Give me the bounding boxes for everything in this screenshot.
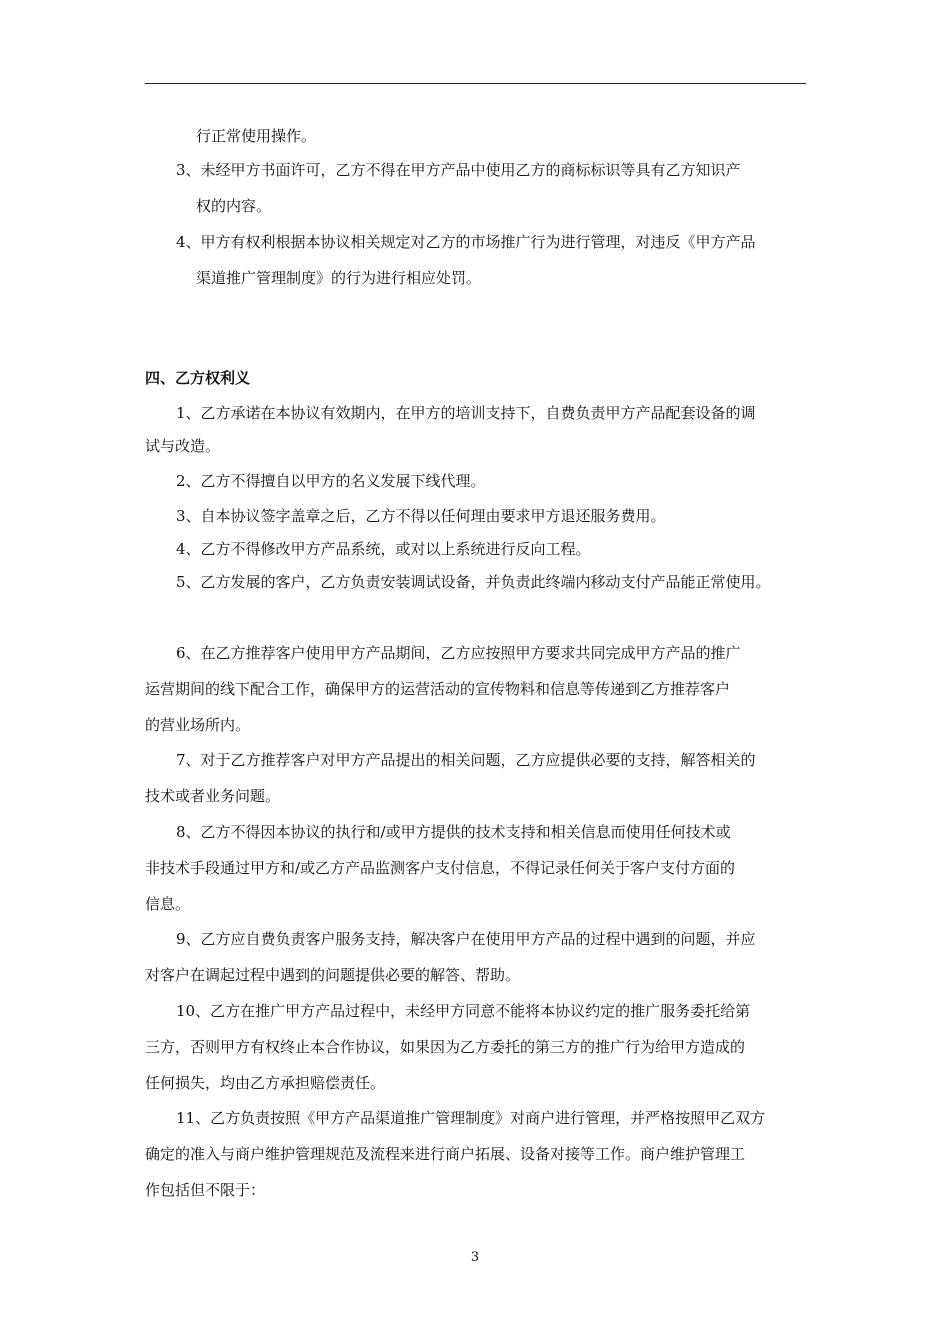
text-line: 确定的准入与商户维护管理规范及流程来进行商户拓展、设备对接等工作。商户维护管理工 — [145, 1145, 746, 1163]
page-number: 3 — [470, 1250, 480, 1265]
text-line: 4、乙方不得修改甲方产品系统，或对以上系统进行反向工程。 — [176, 540, 591, 558]
text-line: 行正常使用操作。 — [196, 127, 317, 145]
text-line: 11、乙方负责按照《甲方产品渠道推广管理制度》对商户进行管理，并严格按照甲乙双方 — [176, 1109, 766, 1127]
text-line: 权的内容。 — [196, 197, 272, 215]
text-line: 10、乙方在推广甲方产品过程中，未经甲方同意不能将本协议约定的推广服务委托给第 — [176, 1002, 751, 1020]
text-line: 信息。 — [145, 895, 191, 913]
text-line: 运营期间的线下配合工作，确保甲方的运营活动的宣传物料和信息等传递到乙方推荐客户 — [145, 680, 731, 698]
text-line: 作包括但不限于： — [145, 1181, 266, 1199]
text-line: 1、乙方承诺在本协议有效期内，在甲方的培训支持下，自费负责甲方产品配套设备的调 — [176, 404, 756, 422]
text-line: 5、乙方发展的客户，乙方负责安装调试设备，并负责此终端内移动支付产品能正常使用。 — [176, 573, 771, 591]
text-line: 渠道推广管理制度》的行为进行相应处罚。 — [196, 269, 482, 287]
text-line: 的营业场所内。 — [145, 716, 251, 734]
text-line: 9、乙方应自费负责客户服务支持，解决客户在使用甲方产品的过程中遇到的问题，并应 — [176, 930, 756, 948]
text-line: 3、自本协议签字盖章之后，乙方不得以任何理由要求甲方退还服务费用。 — [176, 507, 666, 525]
text-line: 任何损失，均由乙方承担赔偿责任。 — [145, 1074, 386, 1092]
text-line: 8、乙方不得因本协议的执行和/或甲方提供的技术支持和相关信息而使用任何技术或 — [176, 823, 731, 841]
text-line: 4、甲方有权利根据本协议相关规定对乙方的市场推广行为进行管理，对违反《甲方产品 — [176, 233, 756, 251]
text-line: 试与改造。 — [145, 437, 221, 455]
text-line: 2、乙方不得擅自以甲方的名义发展下线代理。 — [176, 472, 486, 490]
text-line: 3、未经甲方书面许可，乙方不得在甲方产品中使用乙方的商标标识等具有乙方知识产 — [176, 161, 741, 179]
header-rule — [145, 83, 806, 84]
text-line: 7、对于乙方推荐客户对甲方产品提出的相关问题，乙方应提供必要的支持，解答相关的 — [176, 751, 756, 769]
text-line: 技术或者业务问题。 — [145, 787, 281, 805]
section-heading: 四、乙方权利义 — [145, 369, 251, 387]
text-line: 对客户在调起过程中遇到的问题提供必要的解答、帮助。 — [145, 966, 521, 984]
text-line: 三方，否则甲方有权终止本合作协议，如果因为乙方委托的第三方的推广行为给甲方造成的 — [145, 1038, 746, 1056]
text-line: 6、在乙方推荐客户使用甲方产品期间，乙方应按照甲方要求共同完成甲方产品的推广 — [176, 644, 741, 662]
text-line: 非技术手段通过甲方和/或乙方产品监测客户支付信息，不得记录任何关于客户支付方面的 — [145, 859, 736, 877]
